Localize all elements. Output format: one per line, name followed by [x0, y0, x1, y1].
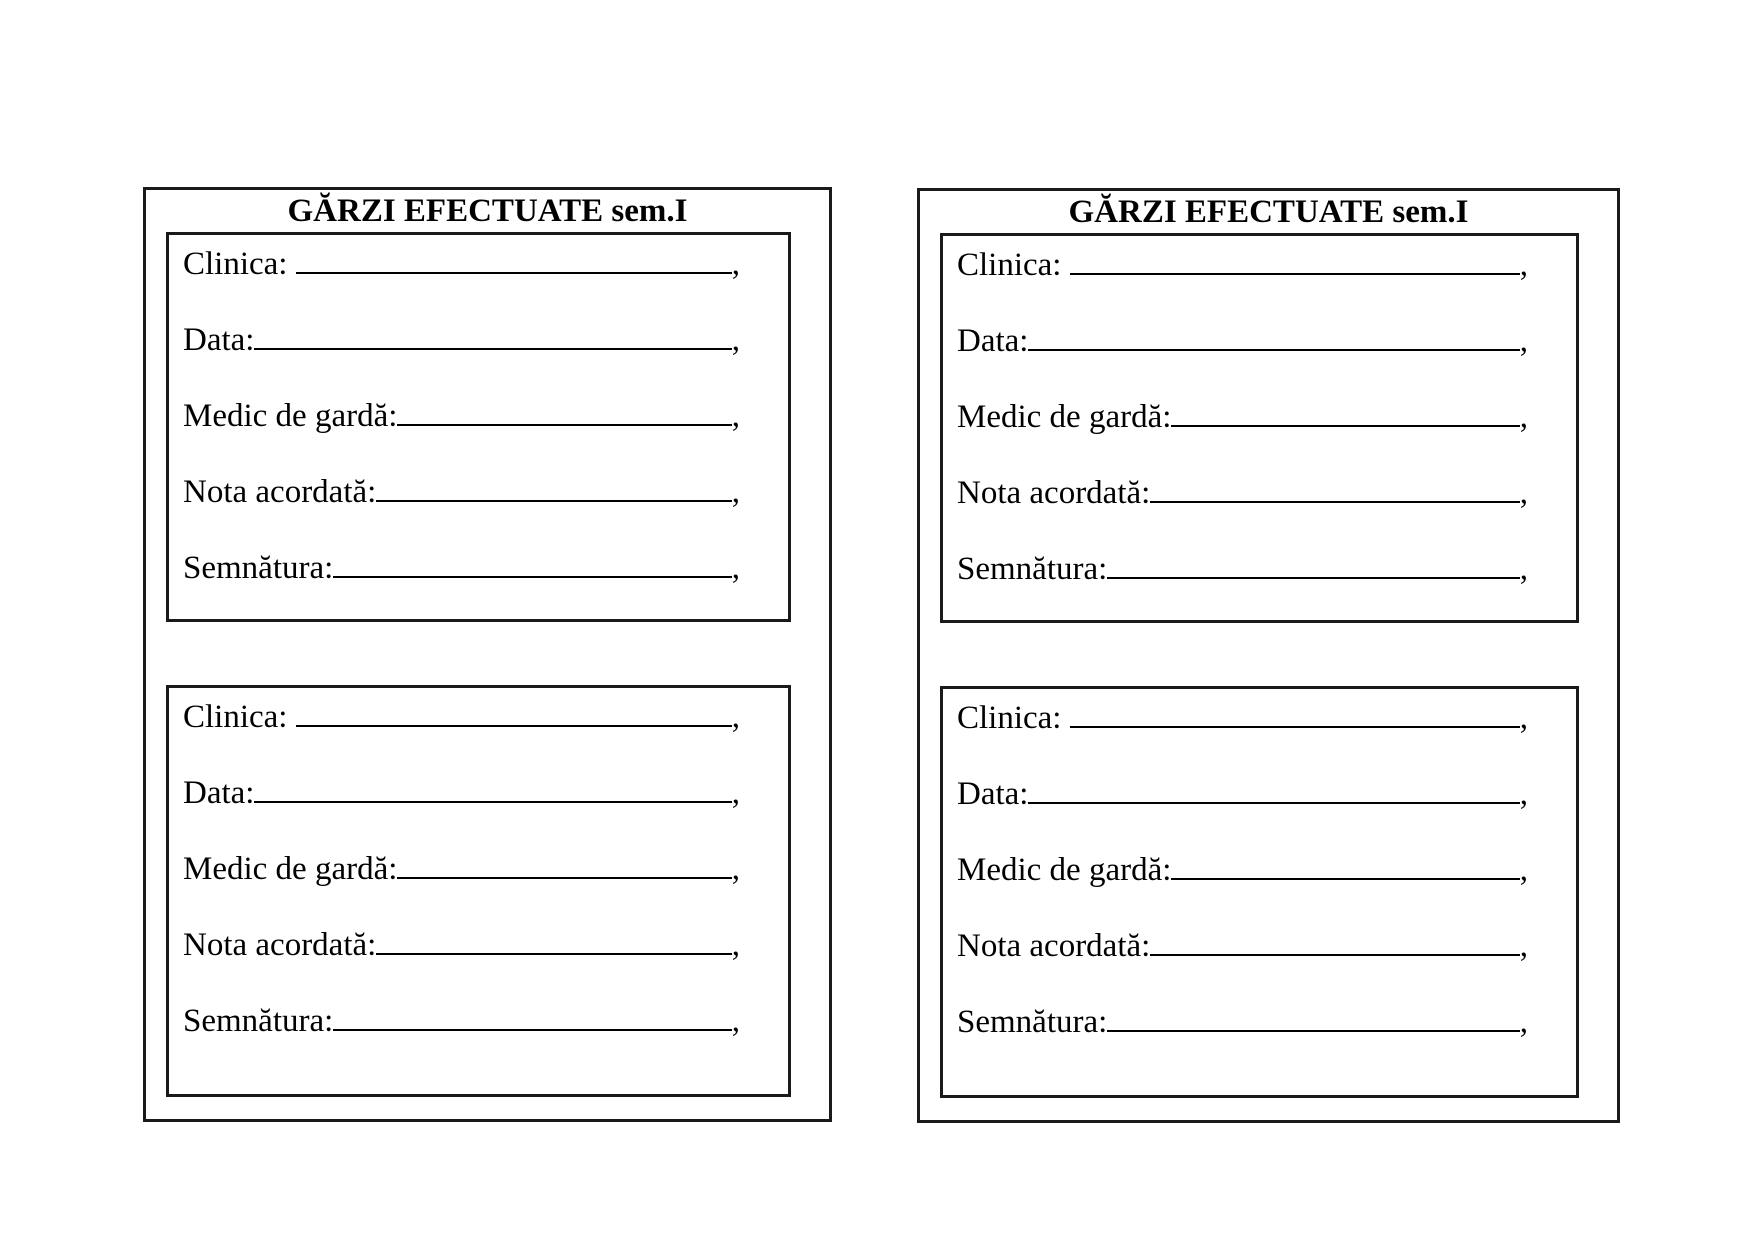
clinica-label: Clinica:	[183, 699, 296, 735]
duty-entry-box-2	[940, 686, 1579, 1098]
medic-de-garda-blank-line	[1171, 417, 1519, 427]
duty-entry-box-1	[940, 233, 1579, 623]
field-row-clinica	[183, 695, 740, 739]
comma-suffix: ,	[1519, 323, 1528, 359]
comma-suffix: ,	[1519, 928, 1528, 964]
duty-form-panel-left	[143, 187, 832, 1122]
comma-suffix: ,	[1519, 852, 1528, 888]
data-label: Data:	[957, 323, 1029, 359]
comma-suffix: ,	[731, 246, 740, 282]
comma-suffix: ,	[1519, 247, 1528, 283]
clinica-label: Clinica:	[957, 247, 1070, 283]
comma-suffix: ,	[731, 1003, 740, 1039]
semnatura-blank-line	[1107, 1022, 1519, 1032]
data-label: Data:	[183, 775, 255, 811]
comma-suffix: ,	[731, 699, 740, 735]
semnatura-label: Semnătura:	[957, 551, 1108, 587]
field-row-data	[957, 319, 1528, 363]
field-row-clinica	[957, 696, 1528, 740]
nota-acordata-label: Nota acordată:	[183, 927, 377, 963]
comma-suffix: ,	[731, 474, 740, 510]
field-row-semnatura	[957, 1000, 1528, 1044]
duty-entry-box-1	[166, 232, 791, 622]
comma-suffix: ,	[1519, 776, 1528, 812]
semnatura-blank-line	[333, 1021, 731, 1031]
comma-suffix: ,	[731, 398, 740, 434]
data-blank-line	[1028, 794, 1519, 804]
clinica-blank-line	[296, 717, 732, 727]
field-row-semnatura	[957, 547, 1528, 591]
nota-acordata-blank-line	[376, 492, 731, 502]
nota-acordata-blank-line	[1150, 946, 1519, 956]
field-row-semnatura	[183, 546, 740, 590]
clinica-blank-line	[296, 264, 732, 274]
field-row-nota-acordata	[183, 470, 740, 514]
medic-de-garda-blank-line	[397, 869, 731, 879]
field-row-data	[183, 771, 740, 815]
clinica-blank-line	[1070, 265, 1520, 275]
clinica-blank-line	[1070, 718, 1520, 728]
comma-suffix: ,	[1519, 1004, 1528, 1040]
duty-form-panel-right	[917, 188, 1620, 1123]
clinica-label: Clinica:	[957, 700, 1070, 736]
medic-de-garda-label: Medic de gardă:	[183, 398, 398, 434]
data-blank-line	[254, 793, 731, 803]
data-blank-line	[254, 340, 731, 350]
field-row-clinica	[183, 242, 740, 286]
panel-title: GĂRZI EFECTUATE sem.I	[1068, 194, 1469, 230]
medic-de-garda-blank-line	[1171, 870, 1519, 880]
comma-suffix: ,	[731, 851, 740, 887]
comma-suffix: ,	[731, 775, 740, 811]
comma-suffix: ,	[731, 322, 740, 358]
semnatura-label: Semnătura:	[183, 1003, 334, 1039]
data-blank-line	[1028, 341, 1519, 351]
medic-de-garda-label: Medic de gardă:	[957, 399, 1172, 435]
medic-de-garda-label: Medic de gardă:	[957, 852, 1172, 888]
duty-entry-box-2	[166, 685, 791, 1097]
field-row-medic-de-garda	[957, 395, 1528, 439]
comma-suffix: ,	[731, 550, 740, 586]
field-row-semnatura	[183, 999, 740, 1043]
nota-acordata-blank-line	[376, 945, 731, 955]
field-row-medic-de-garda	[183, 847, 740, 891]
semnatura-label: Semnătura:	[183, 550, 334, 586]
field-row-nota-acordata	[957, 471, 1528, 515]
comma-suffix: ,	[1519, 475, 1528, 511]
field-row-nota-acordata	[183, 923, 740, 967]
semnatura-label: Semnătura:	[957, 1004, 1108, 1040]
semnatura-blank-line	[333, 568, 731, 578]
field-row-clinica	[957, 243, 1528, 287]
comma-suffix: ,	[731, 927, 740, 963]
data-label: Data:	[957, 776, 1029, 812]
nota-acordata-label: Nota acordată:	[957, 928, 1151, 964]
field-row-data	[957, 772, 1528, 816]
medic-de-garda-label: Medic de gardă:	[183, 851, 398, 887]
field-row-medic-de-garda	[957, 848, 1528, 892]
comma-suffix: ,	[1519, 700, 1528, 736]
field-row-nota-acordata	[957, 924, 1528, 968]
nota-acordata-label: Nota acordată:	[957, 475, 1151, 511]
field-row-medic-de-garda	[183, 394, 740, 438]
comma-suffix: ,	[1519, 551, 1528, 587]
nota-acordata-label: Nota acordată:	[183, 474, 377, 510]
medic-de-garda-blank-line	[397, 416, 731, 426]
data-label: Data:	[183, 322, 255, 358]
panel-title: GĂRZI EFECTUATE sem.I	[287, 193, 688, 229]
clinica-label: Clinica:	[183, 246, 296, 282]
comma-suffix: ,	[1519, 399, 1528, 435]
nota-acordata-blank-line	[1150, 493, 1519, 503]
field-row-data	[183, 318, 740, 362]
semnatura-blank-line	[1107, 569, 1519, 579]
